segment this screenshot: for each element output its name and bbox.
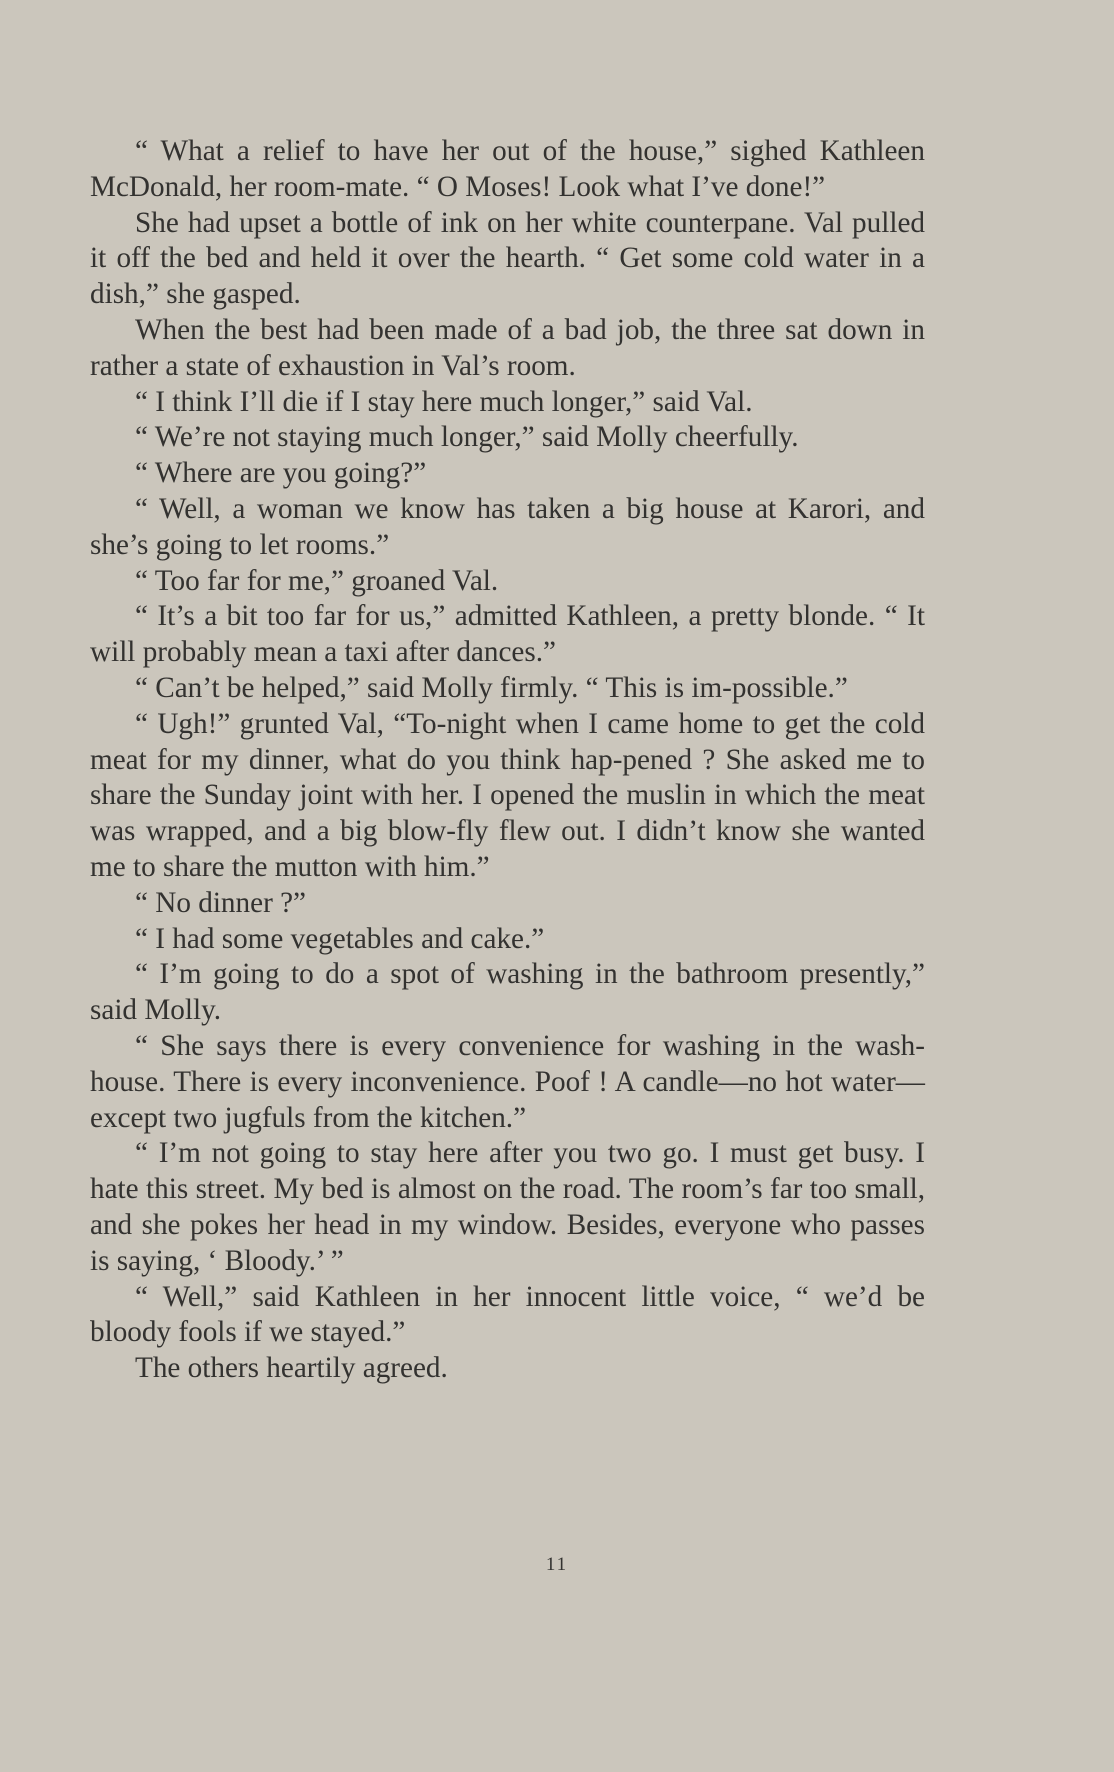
paragraph: “ Too far for me,” groaned Val. <box>135 564 499 597</box>
paragraph: “ I’m going to do a spot of washing in the bathroom presently,” said Molly. <box>90 958 925 1027</box>
paragraph: She had upset a bottle of ink on her white counterpane. Val pulled it off the bed and held it over the hearth. “ Get some cold water in a dish,” she gasped. <box>90 206 925 311</box>
page-number: 11 <box>545 1554 569 1575</box>
paragraph: “ No dinner ?” <box>135 886 306 919</box>
paragraph: When the best had been made of a bad job, the three sat down in rather a state of exhaustion in Val’s room. <box>90 313 925 382</box>
paragraph: “ It’s a bit too far for us,” admitted Kathleen, a pretty blonde. “ It will probably mean a taxi after dances.” <box>90 600 925 669</box>
paragraph: “ Well, a woman we know has taken a big house at Karori, and she’s going to let rooms.” <box>90 492 925 561</box>
body-text <box>90 134 925 1387</box>
paragraph: “ Well,” said Kathleen in her innocent little voice, “ we’d be bloody fools if we stayed.” <box>90 1280 925 1349</box>
paragraph: “ I had some vegetables and cake.” <box>135 922 545 955</box>
paragraph: “ Can’t be helped,” said Molly firmly. “ This is im-possible.” <box>135 671 848 704</box>
paragraph: “ Ugh!” grunted Val, “To-night when I came home to get the cold meat for my dinner, what do you think hap-pened ? She asked me to share the Sunday joint with her. I opened the muslin in which the meat was wrapped, and a big blow-fly flew out. I didn’t know she wanted me to share the mutton with him.” <box>90 707 925 883</box>
paragraph: “ Where are you going?” <box>135 457 427 490</box>
paragraph: The others heartily agreed. <box>135 1352 448 1385</box>
paragraph: “ I think I’ll die if I stay here much longer,” said Val. <box>135 385 753 418</box>
paragraph: “ I’m not going to stay here after you two go. I must get busy. I hate this street. My bed is almost on the road. The room’s far too small, and she pokes her head in my window. Besides, everyone who passes is saying, ‘ Bloody.’ ” <box>90 1137 925 1277</box>
paragraph: “ She says there is every convenience for washing in the wash-house. There is every inconvenience. Poof ! A candle—no hot water—except two jugfuls from the kitchen.” <box>90 1029 925 1134</box>
paragraph: “ We’re not staying much longer,” said Molly cheerfully. <box>135 421 799 454</box>
paragraph: “ What a relief to have her out of the house,” sighed Kathleen McDonald, her room-mate. “ O Moses! Look what I’ve done!” <box>90 135 925 203</box>
